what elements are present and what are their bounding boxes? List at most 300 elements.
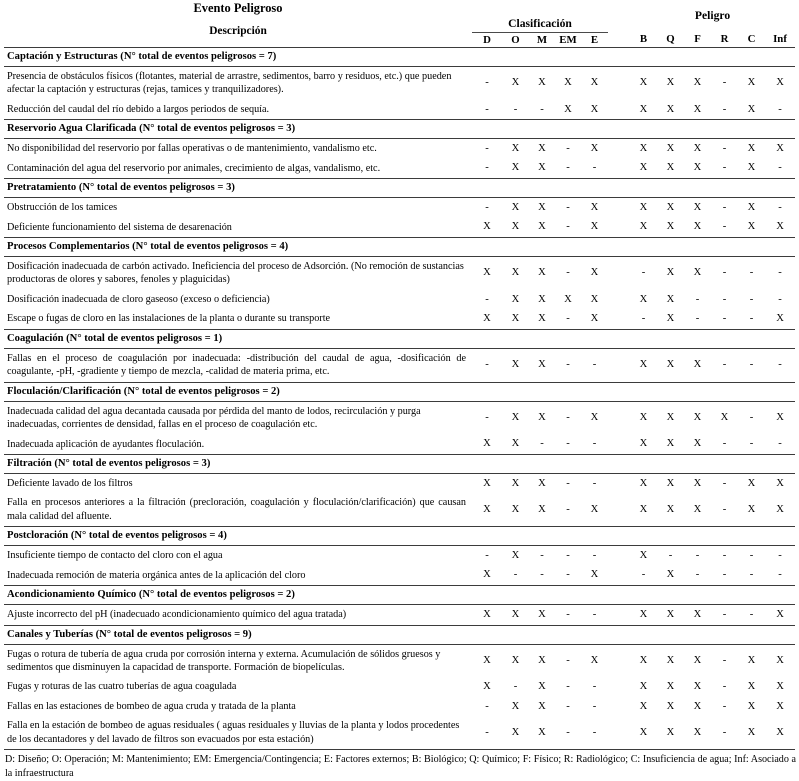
table-row	[4, 401, 795, 434]
mark-c: X	[747, 162, 756, 174]
mark-q: X	[666, 77, 675, 89]
mark-inf: -	[778, 550, 782, 562]
mark-r: -	[722, 700, 727, 712]
mark-em: -	[566, 359, 570, 371]
mark-inf: -	[778, 569, 782, 581]
mark-c: -	[749, 359, 754, 371]
header-col-c: C	[747, 33, 756, 46]
event-description: No disponibilidad del reservorio por fallas operativas o de mantenimiento, vandalismo etc.	[7, 143, 377, 155]
mark-b: X	[639, 162, 648, 174]
mark-o: X	[511, 700, 520, 712]
mark-e: X	[590, 267, 599, 279]
mark-m: X	[538, 77, 546, 89]
mark-c: X	[747, 655, 756, 667]
mark-d: X	[483, 681, 491, 693]
column-gap	[608, 546, 630, 566]
header-col-r: R	[720, 33, 729, 46]
table-row	[4, 566, 795, 586]
mark-c: X	[747, 77, 756, 89]
table-row	[4, 290, 795, 309]
mark-c: -	[749, 569, 754, 581]
table-row	[4, 198, 795, 218]
mark-q: X	[666, 103, 675, 115]
mark-m: X	[538, 267, 546, 279]
mark-e: X	[590, 569, 599, 581]
column-gap	[608, 100, 630, 120]
mark-d: -	[485, 142, 489, 154]
mark-f: -	[695, 313, 700, 325]
mark-e: -	[592, 681, 597, 693]
mark-f: -	[695, 550, 700, 562]
mark-em: X	[564, 103, 572, 115]
mark-em: -	[566, 569, 570, 581]
mark-o: -	[513, 103, 518, 115]
mark-o: X	[511, 608, 520, 620]
event-description: Escape o fugas de cloro en las instalaciones de la planta o durante su transporte	[7, 313, 331, 325]
column-gap	[608, 697, 630, 716]
mark-m: -	[540, 103, 544, 115]
mark-b: X	[639, 201, 648, 213]
mark-f: X	[693, 412, 702, 424]
mark-r: -	[722, 77, 727, 89]
mark-q: X	[666, 412, 675, 424]
mark-c: X	[747, 700, 756, 712]
column-gap	[608, 435, 630, 455]
mark-d: -	[485, 201, 489, 213]
mark-m: -	[540, 569, 544, 581]
mark-e: -	[592, 477, 597, 489]
mark-b: X	[639, 359, 648, 371]
table-row	[4, 644, 795, 677]
mark-b: X	[639, 142, 648, 154]
header-col-e: E	[590, 33, 599, 46]
mark-o: X	[511, 550, 520, 562]
mark-o: X	[511, 221, 520, 233]
table-row	[4, 139, 795, 159]
mark-d: X	[483, 267, 491, 279]
mark-c: X	[747, 103, 756, 115]
mark-o: X	[511, 267, 520, 279]
mark-e: -	[592, 438, 597, 450]
mark-d: -	[485, 550, 489, 562]
mark-r: -	[722, 313, 727, 325]
mark-f: X	[693, 503, 702, 515]
mark-b: -	[641, 569, 646, 581]
mark-d: X	[483, 569, 491, 581]
mark-inf: -	[778, 162, 782, 174]
mark-r: -	[722, 503, 727, 515]
mark-inf: X	[776, 655, 784, 667]
mark-o: -	[513, 681, 518, 693]
mark-inf: X	[776, 477, 784, 489]
mark-m: X	[538, 359, 546, 371]
column-gap	[608, 139, 630, 159]
mark-f: X	[693, 162, 702, 174]
column-gap	[608, 290, 630, 309]
mark-m: X	[538, 221, 546, 233]
mark-b: -	[641, 313, 646, 325]
column-gap	[608, 309, 630, 329]
mark-em: -	[566, 681, 570, 693]
mark-q: X	[666, 201, 675, 213]
event-description: Ajuste incorrecto del pH (inadecuado acondicionamiento químico del agua tratada)	[7, 609, 347, 621]
mark-f: X	[693, 77, 702, 89]
column-gap	[608, 401, 630, 434]
table-row	[4, 66, 795, 99]
mark-b: X	[639, 681, 648, 693]
mark-c: X	[747, 477, 756, 489]
mark-m: X	[538, 477, 546, 489]
mark-f: X	[693, 103, 702, 115]
table-row	[4, 256, 795, 289]
mark-em: -	[566, 608, 570, 620]
mark-inf: -	[778, 359, 782, 371]
event-description: Presencia de obstáculos físicos (flotantes, material de arrastre, sedimentos, barro y residuos, etc.) que pueden afectar la captación y estructuras (rejas, tamices y tranquilizadores).	[7, 70, 452, 96]
event-description: Dosificación inadecuada de cloro gaseoso (exceso o deficiencia)	[7, 293, 270, 305]
mark-inf: -	[778, 201, 782, 213]
mark-b: -	[641, 267, 646, 279]
mark-f: X	[693, 655, 702, 667]
mark-c: X	[747, 221, 756, 233]
mark-r: -	[722, 103, 727, 115]
section-title: Captación y Estructuras (N° total de eventos peligrosos = 7)	[4, 47, 795, 66]
mark-d: -	[485, 293, 489, 305]
mark-r: -	[722, 477, 727, 489]
event-description: Deficiente lavado de los filtros	[7, 477, 133, 489]
mark-e: X	[590, 103, 599, 115]
mark-o: X	[511, 477, 520, 489]
mark-em: -	[566, 655, 570, 667]
table-row	[4, 218, 795, 238]
mark-q: X	[666, 162, 675, 174]
mark-em: -	[566, 201, 570, 213]
header-spacer-left	[472, 0, 608, 16]
mark-d: X	[483, 438, 491, 450]
mark-r: -	[722, 162, 727, 174]
mark-q: -	[668, 550, 673, 562]
table-row	[4, 605, 795, 625]
mark-m: X	[538, 655, 546, 667]
mark-o: X	[511, 142, 520, 154]
mark-r: -	[722, 655, 727, 667]
column-gap	[608, 493, 630, 526]
mark-b: X	[639, 412, 648, 424]
mark-f: X	[693, 221, 702, 233]
mark-em: -	[566, 477, 570, 489]
section-heading-row	[4, 329, 795, 348]
table-row	[4, 697, 795, 716]
mark-em: -	[566, 221, 570, 233]
event-description: Falla en la estación de bombeo de aguas residuales ( aguas residuales y lluvias de la planta y lodos procedentes de los decantadores y del lavado de filtros son evacuados por esta estación)	[4, 716, 472, 749]
table-header	[4, 0, 795, 47]
mark-inf: -	[778, 438, 782, 450]
mark-q: X	[666, 267, 675, 279]
header-gap-2	[608, 16, 630, 32]
mark-o: X	[511, 438, 520, 450]
mark-em: X	[564, 293, 572, 305]
mark-e: -	[592, 608, 597, 620]
mark-o: X	[511, 359, 520, 371]
table-row	[4, 677, 795, 696]
mark-q: X	[657, 716, 684, 749]
mark-b: X	[639, 438, 648, 450]
mark-em: -	[566, 438, 570, 450]
mark-d: -	[485, 412, 489, 424]
mark-m: X	[538, 293, 546, 305]
mark-em: -	[555, 716, 581, 749]
mark-e: X	[590, 655, 599, 667]
mark-o: X	[511, 201, 520, 213]
mark-d: X	[483, 655, 491, 667]
event-description: Reducción del caudal del río debido a largos periodos de sequía.	[7, 103, 270, 115]
table-row	[4, 100, 795, 120]
mark-q: X	[666, 569, 675, 581]
event-description: Obstrucción de los tamices	[7, 202, 118, 214]
mark-o: X	[511, 162, 520, 174]
event-description: Contaminación del agua del reservorio por animales, crecimiento de algas, vandalismo, etc.	[7, 162, 381, 174]
mark-f: X	[693, 267, 702, 279]
header-col-f: F	[694, 33, 701, 46]
mark-c: X	[747, 201, 756, 213]
section-heading-row	[4, 625, 795, 644]
table-body	[4, 47, 795, 749]
mark-f: X	[693, 608, 702, 620]
mark-d: -	[485, 700, 489, 712]
header-row-title	[4, 0, 795, 16]
mark-em: X	[564, 77, 572, 89]
mark-c: -	[749, 550, 754, 562]
legend-footnote: D: Diseño; O: Operación; M: Mantenimiento; EM: Emergencia/Contingencia; E: Factores externos; B: Biológico; Q: Químico; F: Físico; R: Radiológico; C: Insuficiencia de agua; Inf: Asociado a la infraestructura	[5, 754, 796, 779]
mark-q: X	[666, 477, 675, 489]
mark-q: X	[666, 313, 675, 325]
mark-b: X	[630, 716, 657, 749]
mark-r: -	[722, 569, 727, 581]
mark-m: X	[529, 716, 555, 749]
mark-r: -	[722, 293, 727, 305]
mark-q: X	[666, 438, 675, 450]
mark-b: X	[639, 550, 648, 562]
mark-e: -	[592, 162, 597, 174]
mark-f: X	[693, 477, 702, 489]
mark-m: X	[538, 201, 546, 213]
header-col-descripcion: Descripción	[209, 25, 267, 38]
event-description: Fugas y roturas de las cuatro tuberías de agua coagulada	[7, 681, 237, 693]
mark-e: -	[592, 550, 597, 562]
mark-o: X	[511, 503, 520, 515]
header-col-inf: Inf	[773, 33, 787, 46]
mark-c: -	[749, 608, 754, 620]
header-group-clasificacion: Clasificación	[472, 16, 608, 32]
header-col-m: M	[536, 33, 548, 46]
header-col-d: D	[483, 33, 491, 46]
mark-o: X	[511, 293, 520, 305]
table-row	[4, 435, 795, 455]
mark-inf: X	[776, 313, 784, 325]
mark-inf: X	[776, 77, 784, 89]
hazardous-events-table	[4, 0, 795, 750]
mark-b: X	[639, 77, 648, 89]
mark-inf: -	[778, 267, 782, 279]
section-title: Postcloración (N° total de eventos peligrosos = 4)	[4, 527, 795, 546]
event-description: Insuficiente tiempo de contacto del cloro con el agua	[7, 550, 223, 562]
mark-m: X	[538, 412, 546, 424]
mark-b: X	[639, 608, 648, 620]
mark-o: X	[511, 655, 520, 667]
mark-inf: -	[778, 103, 782, 115]
mark-inf: X	[776, 221, 784, 233]
mark-em: -	[566, 503, 570, 515]
column-gap	[608, 566, 630, 586]
mark-d: X	[483, 477, 491, 489]
event-description: Dosificación inadecuada de carbón activado. Ineficiencia del proceso de Adsorción. (No remoción de sustancias productoras de olores y sabores, fenoles y plaguicidas)	[7, 260, 464, 286]
section-title: Floculación/Clarificación (N° total de eventos peligrosos = 2)	[4, 382, 795, 401]
header-col-em: EM	[559, 33, 577, 46]
mark-b: X	[639, 293, 648, 305]
mark-inf: X	[776, 412, 784, 424]
column-gap	[608, 159, 630, 179]
table-row	[4, 716, 795, 749]
mark-r: -	[722, 550, 727, 562]
section-title: Canales y Tuberías (N° total de eventos peligrosos = 9)	[4, 625, 795, 644]
mark-b: X	[639, 503, 648, 515]
mark-m: X	[538, 681, 546, 693]
mark-e: X	[590, 142, 599, 154]
event-description: Falla en procesos anteriores a la filtración (precloración, coagulación y floculación/clarificación) que causan mala calidad del afluente.	[7, 497, 466, 522]
mark-r: -	[722, 201, 727, 213]
event-description: Fugas o rotura de tubería de agua cruda por corrosión interna y externa. Acumulación de sólidos gruesos y sedimentos que disminuyen la capacidad de transporte. Formación de biopelículas.	[7, 648, 441, 674]
mark-em: -	[566, 313, 570, 325]
mark-f: -	[695, 569, 700, 581]
mark-c: X	[738, 716, 765, 749]
section-title: Pretratamiento (N° total de eventos peligrosos = 3)	[4, 179, 795, 198]
section-title: Procesos Complementarios (N° total de eventos peligrosos = 4)	[4, 238, 795, 257]
section-title: Coagulación (N° total de eventos peligrosos = 1)	[4, 329, 795, 348]
table-row	[4, 309, 795, 329]
mark-em: -	[566, 142, 570, 154]
mark-c: -	[749, 293, 754, 305]
mark-em: -	[566, 550, 570, 562]
mark-inf: X	[765, 716, 795, 749]
mark-f: X	[693, 142, 702, 154]
mark-r: -	[711, 716, 738, 749]
mark-d: X	[483, 608, 491, 620]
mark-d: -	[485, 359, 489, 371]
column-gap	[608, 644, 630, 677]
event-description: Inadecuada remoción de materia orgánica antes de la aplicación del cloro	[7, 569, 306, 581]
mark-f: X	[693, 700, 702, 712]
mark-em: -	[566, 700, 570, 712]
mark-r: -	[722, 681, 727, 693]
table-row	[4, 493, 795, 526]
mark-inf: X	[776, 608, 784, 620]
header-gap-1	[608, 0, 630, 16]
mark-e: X	[590, 412, 599, 424]
mark-o: X	[511, 412, 520, 424]
section-heading-row	[4, 238, 795, 257]
mark-c: -	[749, 267, 754, 279]
page-title: Evento Peligroso	[193, 1, 283, 15]
mark-e: X	[590, 201, 599, 213]
section-heading-row	[4, 454, 795, 473]
mark-q: X	[666, 221, 675, 233]
column-gap	[608, 348, 630, 382]
event-description: Deficiente funcionamiento del sistema de desarenación	[7, 221, 232, 233]
mark-e: -	[592, 359, 597, 371]
mark-d: X	[483, 221, 491, 233]
mark-inf: X	[776, 681, 784, 693]
mark-d: -	[485, 162, 489, 174]
mark-m: X	[538, 700, 546, 712]
mark-b: X	[639, 221, 648, 233]
section-heading-row	[4, 382, 795, 401]
section-heading-row	[4, 527, 795, 546]
mark-e: X	[590, 503, 599, 515]
mark-r: -	[722, 608, 727, 620]
table-row	[4, 159, 795, 179]
header-col-q: Q	[666, 33, 675, 46]
mark-c: X	[747, 142, 756, 154]
mark-f: X	[693, 681, 702, 693]
mark-em: -	[566, 267, 570, 279]
section-title: Filtración (N° total de eventos peligrosos = 3)	[4, 454, 795, 473]
mark-c: -	[749, 313, 754, 325]
mark-r: -	[722, 221, 727, 233]
mark-b: X	[639, 477, 648, 489]
mark-c: -	[749, 412, 754, 424]
mark-q: X	[666, 655, 675, 667]
mark-em: -	[566, 162, 570, 174]
mark-m: -	[540, 438, 544, 450]
mark-f: -	[695, 293, 700, 305]
mark-d: -	[485, 103, 489, 115]
mark-inf: X	[776, 142, 784, 154]
mark-e: X	[590, 293, 599, 305]
mark-d: X	[483, 313, 491, 325]
mark-b: X	[639, 700, 648, 712]
mark-inf: X	[776, 503, 784, 515]
mark-r: X	[720, 412, 729, 424]
column-gap	[608, 218, 630, 238]
mark-c: X	[747, 681, 756, 693]
mark-m: X	[538, 608, 546, 620]
mark-q: X	[666, 681, 675, 693]
column-gap	[608, 256, 630, 289]
section-title: Acondicionamiento Químico (N° total de eventos peligrosos = 2)	[4, 586, 795, 605]
event-description: Fallas en el proceso de coagulación por inadecuada: -distribución del caudal de agua, -dosificación de coagulante, -pH, -gradiente y tiempo de mezcla, -calidad de materia prima, etc.	[7, 352, 466, 378]
section-heading-row	[4, 120, 795, 139]
mark-o: -	[513, 569, 518, 581]
mark-e: X	[590, 77, 599, 89]
table-row	[4, 348, 795, 382]
mark-q: X	[666, 608, 675, 620]
mark-d: -	[472, 716, 502, 749]
column-gap	[608, 677, 630, 696]
mark-e: X	[590, 221, 599, 233]
mark-c: X	[747, 503, 756, 515]
mark-r: -	[722, 142, 727, 154]
mark-e: -	[581, 716, 608, 749]
mark-b: X	[639, 103, 648, 115]
mark-f: X	[693, 359, 702, 371]
event-description: Inadecuada calidad del agua decantada causada por pérdida del manto de lodos, recirculación y purga inadecuadas, corrientes de densidad, fallas en el proceso de coagulación etc.	[7, 405, 421, 431]
mark-q: X	[666, 503, 675, 515]
mark-m: X	[538, 313, 546, 325]
mark-f: X	[693, 438, 702, 450]
mark-q: X	[666, 700, 675, 712]
column-gap	[608, 66, 630, 99]
mark-o: X	[511, 77, 520, 89]
column-gap	[608, 605, 630, 625]
